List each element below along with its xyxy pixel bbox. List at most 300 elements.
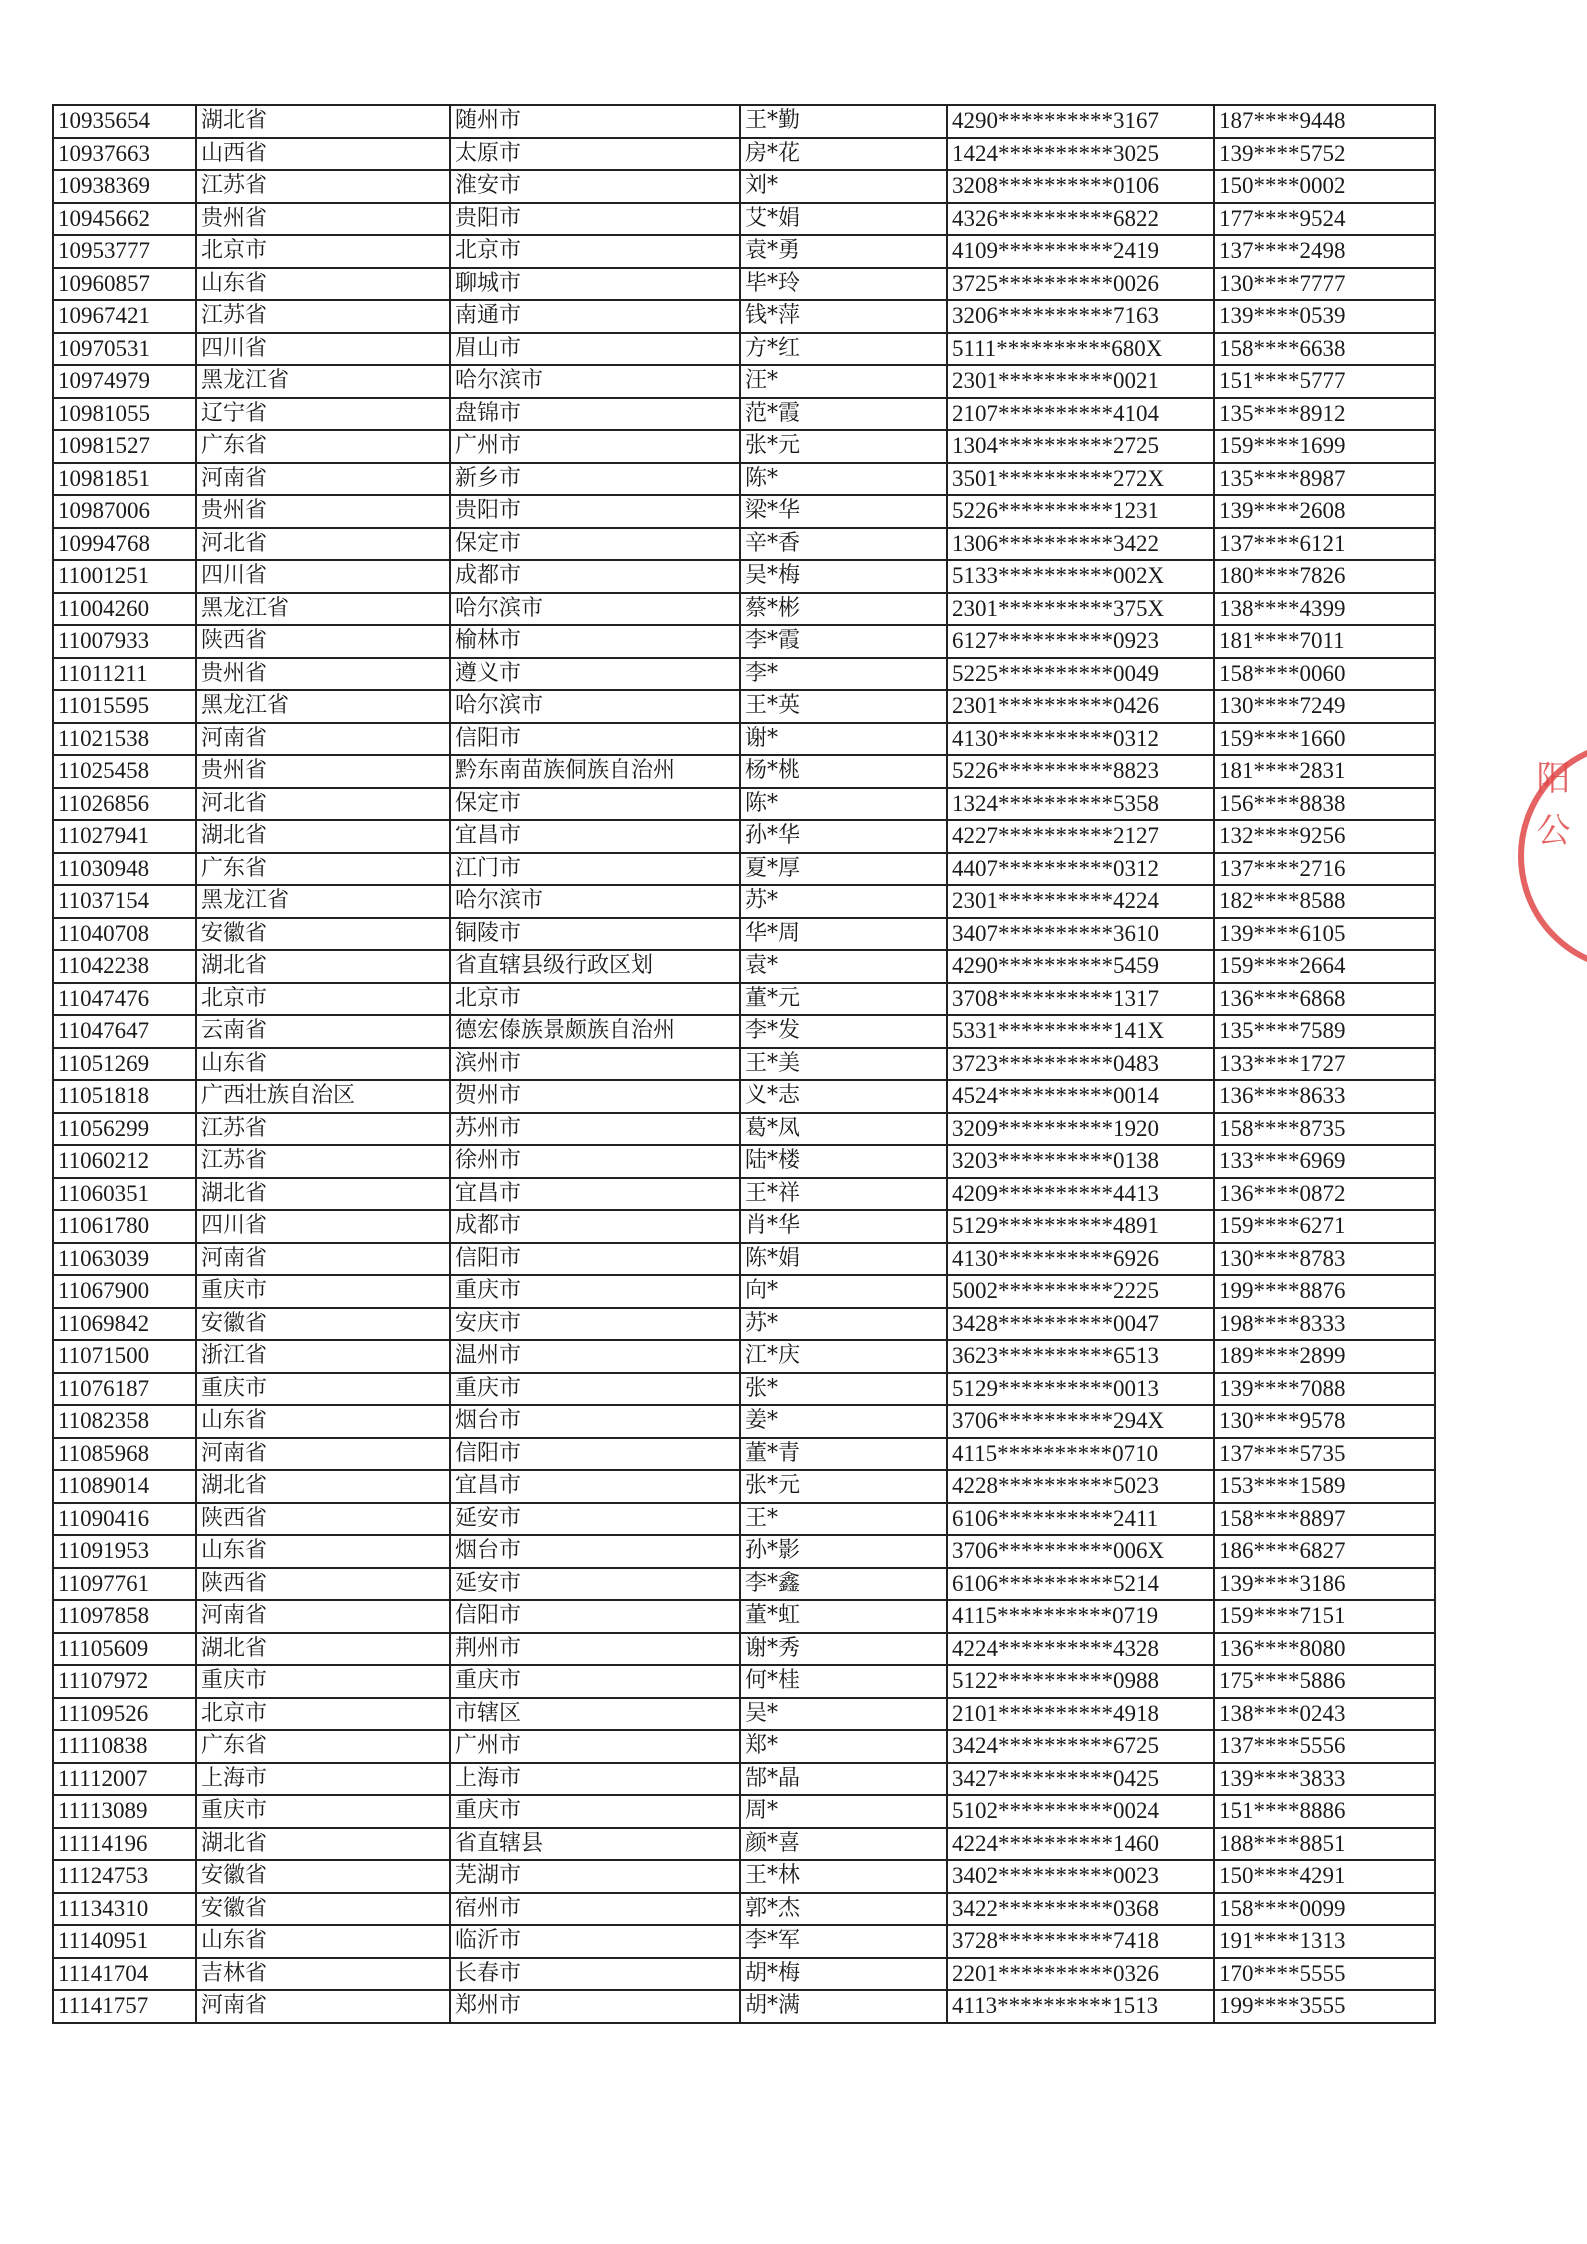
phone-cell: 189****2899 <box>1214 1340 1435 1373</box>
table-row <box>53 398 1435 431</box>
name-cell: 袁* <box>740 950 947 983</box>
table-row <box>53 105 1435 138</box>
name-cell: 郑* <box>740 1730 947 1763</box>
record-id-cell: 10970531 <box>53 333 196 366</box>
record-id-cell: 11060351 <box>53 1178 196 1211</box>
city-cell: 市辖区 <box>450 1698 740 1731</box>
phone-cell: 137****2498 <box>1214 235 1435 268</box>
city-cell: 信阳市 <box>450 723 740 756</box>
city-cell: 延安市 <box>450 1568 740 1601</box>
id-number-cell: 4130**********6926 <box>947 1243 1214 1276</box>
name-cell: 王* <box>740 1503 947 1536</box>
phone-cell: 130****7777 <box>1214 268 1435 301</box>
name-cell: 辛*香 <box>740 528 947 561</box>
city-cell: 广州市 <box>450 1730 740 1763</box>
record-id-cell: 11007933 <box>53 625 196 658</box>
name-cell: 陆*楼 <box>740 1145 947 1178</box>
province-cell: 河南省 <box>196 1600 450 1633</box>
phone-cell: 188****8851 <box>1214 1828 1435 1861</box>
phone-cell: 181****2831 <box>1214 755 1435 788</box>
phone-cell: 139****3833 <box>1214 1763 1435 1796</box>
phone-cell: 199****8876 <box>1214 1275 1435 1308</box>
record-id-cell: 11141757 <box>53 1990 196 2023</box>
table-row <box>53 300 1435 333</box>
id-number-cell: 4326**********6822 <box>947 203 1214 236</box>
city-cell: 淮安市 <box>450 170 740 203</box>
city-cell: 成都市 <box>450 1210 740 1243</box>
city-cell: 烟台市 <box>450 1535 740 1568</box>
province-cell: 四川省 <box>196 1210 450 1243</box>
id-number-cell: 6106**********5214 <box>947 1568 1214 1601</box>
province-cell: 河南省 <box>196 723 450 756</box>
province-cell: 江苏省 <box>196 170 450 203</box>
table-row <box>53 820 1435 853</box>
name-cell: 何*桂 <box>740 1665 947 1698</box>
id-number-cell: 2301**********0426 <box>947 690 1214 723</box>
name-cell: 梁*华 <box>740 495 947 528</box>
province-cell: 广东省 <box>196 853 450 886</box>
province-cell: 广西壮族自治区 <box>196 1080 450 1113</box>
record-id-cell: 11026856 <box>53 788 196 821</box>
province-cell: 重庆市 <box>196 1275 450 1308</box>
id-number-cell: 3402**********0023 <box>947 1860 1214 1893</box>
table-row <box>53 1990 1435 2023</box>
phone-cell: 136****8080 <box>1214 1633 1435 1666</box>
name-cell: 钱*萍 <box>740 300 947 333</box>
table-row <box>53 528 1435 561</box>
record-id-cell: 11114196 <box>53 1828 196 1861</box>
id-number-cell: 4113**********1513 <box>947 1990 1214 2023</box>
phone-cell: 198****8333 <box>1214 1308 1435 1341</box>
city-cell: 长春市 <box>450 1958 740 1991</box>
city-cell: 徐州市 <box>450 1145 740 1178</box>
name-cell: 范*霞 <box>740 398 947 431</box>
name-cell: 毕*玲 <box>740 268 947 301</box>
record-id-cell: 11011211 <box>53 658 196 691</box>
record-id-cell: 11069842 <box>53 1308 196 1341</box>
id-number-cell: 5102**********0024 <box>947 1795 1214 1828</box>
province-cell: 黑龙江省 <box>196 690 450 723</box>
name-cell: 陈* <box>740 788 947 821</box>
table-row <box>53 950 1435 983</box>
province-cell: 山东省 <box>196 1405 450 1438</box>
id-number-cell: 5002**********2225 <box>947 1275 1214 1308</box>
table-row <box>53 170 1435 203</box>
phone-cell: 137****2716 <box>1214 853 1435 886</box>
phone-cell: 130****9578 <box>1214 1405 1435 1438</box>
record-id-cell: 11082358 <box>53 1405 196 1438</box>
record-id-cell: 11051818 <box>53 1080 196 1113</box>
city-cell: 宿州市 <box>450 1893 740 1926</box>
phone-cell: 139****3186 <box>1214 1568 1435 1601</box>
province-cell: 黑龙江省 <box>196 885 450 918</box>
name-cell: 董*青 <box>740 1438 947 1471</box>
city-cell: 哈尔滨市 <box>450 365 740 398</box>
province-cell: 北京市 <box>196 983 450 1016</box>
province-cell: 浙江省 <box>196 1340 450 1373</box>
table-row <box>53 430 1435 463</box>
name-cell: 张* <box>740 1373 947 1406</box>
phone-cell: 186****6827 <box>1214 1535 1435 1568</box>
phone-cell: 159****1699 <box>1214 430 1435 463</box>
table-row <box>53 1633 1435 1666</box>
province-cell: 河南省 <box>196 1438 450 1471</box>
province-cell: 河南省 <box>196 463 450 496</box>
province-cell: 山东省 <box>196 1535 450 1568</box>
phone-cell: 135****8912 <box>1214 398 1435 431</box>
record-id-cell: 11097858 <box>53 1600 196 1633</box>
id-number-cell: 4290**********5459 <box>947 950 1214 983</box>
phone-cell: 187****9448 <box>1214 105 1435 138</box>
city-cell: 保定市 <box>450 788 740 821</box>
province-cell: 安徽省 <box>196 918 450 951</box>
city-cell: 广州市 <box>450 430 740 463</box>
city-cell: 信阳市 <box>450 1600 740 1633</box>
table-row <box>53 625 1435 658</box>
id-number-cell: 3706**********006X <box>947 1535 1214 1568</box>
id-number-cell: 4115**********0710 <box>947 1438 1214 1471</box>
phone-cell: 156****8838 <box>1214 788 1435 821</box>
table-row <box>53 1048 1435 1081</box>
id-number-cell: 5111**********680X <box>947 333 1214 366</box>
name-cell: 华*周 <box>740 918 947 951</box>
table-row <box>53 235 1435 268</box>
record-id-cell: 10967421 <box>53 300 196 333</box>
city-cell: 滨州市 <box>450 1048 740 1081</box>
province-cell: 贵州省 <box>196 203 450 236</box>
id-number-cell: 4130**********0312 <box>947 723 1214 756</box>
phone-cell: 132****9256 <box>1214 820 1435 853</box>
phone-cell: 170****5555 <box>1214 1958 1435 1991</box>
phone-cell: 151****5777 <box>1214 365 1435 398</box>
id-number-cell: 4209**********4413 <box>947 1178 1214 1211</box>
city-cell: 哈尔滨市 <box>450 690 740 723</box>
table-row <box>53 463 1435 496</box>
name-cell: 苏* <box>740 885 947 918</box>
phone-cell: 182****8588 <box>1214 885 1435 918</box>
record-id-cell: 11061780 <box>53 1210 196 1243</box>
table-row <box>53 983 1435 1016</box>
name-cell: 陈*娟 <box>740 1243 947 1276</box>
table-row <box>53 333 1435 366</box>
record-id-cell: 11027941 <box>53 820 196 853</box>
name-cell: 郜*晶 <box>740 1763 947 1796</box>
id-number-cell: 5226**********8823 <box>947 755 1214 788</box>
city-cell: 临沂市 <box>450 1925 740 1958</box>
province-cell: 云南省 <box>196 1015 450 1048</box>
province-cell: 陕西省 <box>196 1568 450 1601</box>
province-cell: 黑龙江省 <box>196 365 450 398</box>
name-cell: 江*庆 <box>740 1340 947 1373</box>
id-number-cell: 5133**********002X <box>947 560 1214 593</box>
province-cell: 江苏省 <box>196 1113 450 1146</box>
id-number-cell: 2101**********4918 <box>947 1698 1214 1731</box>
id-number-cell: 4224**********4328 <box>947 1633 1214 1666</box>
name-cell: 李*鑫 <box>740 1568 947 1601</box>
table-row <box>53 138 1435 171</box>
name-cell: 刘* <box>740 170 947 203</box>
record-id-cell: 10994768 <box>53 528 196 561</box>
record-id-cell: 11042238 <box>53 950 196 983</box>
record-id-cell: 11105609 <box>53 1633 196 1666</box>
phone-cell: 137****5556 <box>1214 1730 1435 1763</box>
phone-cell: 158****8897 <box>1214 1503 1435 1536</box>
id-number-cell: 4407**********0312 <box>947 853 1214 886</box>
phone-cell: 133****6969 <box>1214 1145 1435 1178</box>
id-number-cell: 4224**********1460 <box>947 1828 1214 1861</box>
province-cell: 安徽省 <box>196 1893 450 1926</box>
table-row <box>53 1795 1435 1828</box>
table-row <box>53 1308 1435 1341</box>
record-id-cell: 10945662 <box>53 203 196 236</box>
province-cell: 广东省 <box>196 430 450 463</box>
province-cell: 贵州省 <box>196 658 450 691</box>
phone-cell: 136****8633 <box>1214 1080 1435 1113</box>
table-row <box>53 1015 1435 1048</box>
table-row <box>53 918 1435 951</box>
name-cell: 蔡*彬 <box>740 593 947 626</box>
table-row <box>53 1145 1435 1178</box>
province-cell: 重庆市 <box>196 1373 450 1406</box>
record-id-cell: 10981851 <box>53 463 196 496</box>
name-cell: 李*发 <box>740 1015 947 1048</box>
city-cell: 北京市 <box>450 235 740 268</box>
phone-cell: 158****0099 <box>1214 1893 1435 1926</box>
phone-cell: 139****7088 <box>1214 1373 1435 1406</box>
province-cell: 陕西省 <box>196 1503 450 1536</box>
phone-cell: 159****7151 <box>1214 1600 1435 1633</box>
city-cell: 新乡市 <box>450 463 740 496</box>
phone-cell: 133****1727 <box>1214 1048 1435 1081</box>
city-cell: 南通市 <box>450 300 740 333</box>
city-cell: 宜昌市 <box>450 820 740 853</box>
city-cell: 太原市 <box>450 138 740 171</box>
id-number-cell: 2301**********4224 <box>947 885 1214 918</box>
phone-cell: 158****6638 <box>1214 333 1435 366</box>
table-row <box>53 1828 1435 1861</box>
record-id-cell: 10987006 <box>53 495 196 528</box>
record-id-cell: 11089014 <box>53 1470 196 1503</box>
province-cell: 河北省 <box>196 528 450 561</box>
name-cell: 王*英 <box>740 690 947 723</box>
city-cell: 苏州市 <box>450 1113 740 1146</box>
phone-cell: 136****0872 <box>1214 1178 1435 1211</box>
name-cell: 张*元 <box>740 430 947 463</box>
city-cell: 重庆市 <box>450 1665 740 1698</box>
name-cell: 吴*梅 <box>740 560 947 593</box>
table-row <box>53 1178 1435 1211</box>
id-number-cell: 3407**********3610 <box>947 918 1214 951</box>
phone-cell: 177****9524 <box>1214 203 1435 236</box>
name-cell: 王*祥 <box>740 1178 947 1211</box>
phone-cell: 138****0243 <box>1214 1698 1435 1731</box>
name-cell: 肖*华 <box>740 1210 947 1243</box>
id-number-cell: 5129**********0013 <box>947 1373 1214 1406</box>
id-number-cell: 1324**********5358 <box>947 788 1214 821</box>
phone-cell: 150****4291 <box>1214 1860 1435 1893</box>
name-cell: 谢*秀 <box>740 1633 947 1666</box>
record-id-cell: 11141704 <box>53 1958 196 1991</box>
table-row <box>53 853 1435 886</box>
phone-cell: 181****7011 <box>1214 625 1435 658</box>
record-id-cell: 10938369 <box>53 170 196 203</box>
id-number-cell: 3422**********0368 <box>947 1893 1214 1926</box>
city-cell: 黔东南苗族侗族自治州 <box>450 755 740 788</box>
record-id-cell: 11030948 <box>53 853 196 886</box>
name-cell: 吴* <box>740 1698 947 1731</box>
province-cell: 辽宁省 <box>196 398 450 431</box>
record-id-cell: 11124753 <box>53 1860 196 1893</box>
city-cell: 重庆市 <box>450 1795 740 1828</box>
record-id-cell: 11140951 <box>53 1925 196 1958</box>
city-cell: 延安市 <box>450 1503 740 1536</box>
name-cell: 葛*凤 <box>740 1113 947 1146</box>
name-cell: 杨*桃 <box>740 755 947 788</box>
id-number-cell: 3728**********7418 <box>947 1925 1214 1958</box>
table-row <box>53 1340 1435 1373</box>
name-cell: 李*霞 <box>740 625 947 658</box>
phone-cell: 150****0002 <box>1214 170 1435 203</box>
phone-cell: 191****1313 <box>1214 1925 1435 1958</box>
name-cell: 艾*娟 <box>740 203 947 236</box>
table-row <box>53 1925 1435 1958</box>
name-cell: 陈* <box>740 463 947 496</box>
record-id-cell: 11040708 <box>53 918 196 951</box>
city-cell: 保定市 <box>450 528 740 561</box>
id-number-cell: 2301**********375X <box>947 593 1214 626</box>
id-number-cell: 2201**********0326 <box>947 1958 1214 1991</box>
city-cell: 北京市 <box>450 983 740 1016</box>
name-cell: 夏*厚 <box>740 853 947 886</box>
phone-cell: 138****4399 <box>1214 593 1435 626</box>
record-id-cell: 11113089 <box>53 1795 196 1828</box>
province-cell: 四川省 <box>196 560 450 593</box>
record-id-cell: 11085968 <box>53 1438 196 1471</box>
record-id-cell: 11021538 <box>53 723 196 756</box>
name-cell: 苏* <box>740 1308 947 1341</box>
id-number-cell: 3424**********6725 <box>947 1730 1214 1763</box>
name-cell: 方*红 <box>740 333 947 366</box>
city-cell: 郑州市 <box>450 1990 740 2023</box>
city-cell: 哈尔滨市 <box>450 593 740 626</box>
name-cell: 张*元 <box>740 1470 947 1503</box>
province-cell: 湖北省 <box>196 1470 450 1503</box>
province-cell: 湖北省 <box>196 820 450 853</box>
record-id-cell: 11109526 <box>53 1698 196 1731</box>
id-number-cell: 3208**********0106 <box>947 170 1214 203</box>
table-row <box>53 1665 1435 1698</box>
province-cell: 河南省 <box>196 1990 450 2023</box>
name-cell: 袁*勇 <box>740 235 947 268</box>
table-row <box>53 1470 1435 1503</box>
table-row <box>53 885 1435 918</box>
city-cell: 荆州市 <box>450 1633 740 1666</box>
phone-cell: 159****6271 <box>1214 1210 1435 1243</box>
name-cell: 孙*华 <box>740 820 947 853</box>
id-number-cell: 1304**********2725 <box>947 430 1214 463</box>
phone-cell: 139****2608 <box>1214 495 1435 528</box>
phone-cell: 139****6105 <box>1214 918 1435 951</box>
city-cell: 贺州市 <box>450 1080 740 1113</box>
city-cell: 遵义市 <box>450 658 740 691</box>
name-cell: 孙*影 <box>740 1535 947 1568</box>
table-row <box>53 1535 1435 1568</box>
province-cell: 山东省 <box>196 1925 450 1958</box>
record-id-cell: 11001251 <box>53 560 196 593</box>
table-body <box>53 105 1435 2023</box>
table-row <box>53 1503 1435 1536</box>
phone-cell: 130****8783 <box>1214 1243 1435 1276</box>
city-cell: 芜湖市 <box>450 1860 740 1893</box>
table-row <box>53 1860 1435 1893</box>
name-cell: 汪* <box>740 365 947 398</box>
record-id-cell: 11134310 <box>53 1893 196 1926</box>
province-cell: 北京市 <box>196 1698 450 1731</box>
phone-cell: 199****3555 <box>1214 1990 1435 2023</box>
name-cell: 姜* <box>740 1405 947 1438</box>
record-id-cell: 10974979 <box>53 365 196 398</box>
table-row <box>53 788 1435 821</box>
record-id-cell: 10981527 <box>53 430 196 463</box>
record-id-cell: 11025458 <box>53 755 196 788</box>
records-table <box>52 104 1436 2024</box>
name-cell: 王*美 <box>740 1048 947 1081</box>
table-row <box>53 365 1435 398</box>
province-cell: 山东省 <box>196 268 450 301</box>
id-number-cell: 5331**********141X <box>947 1015 1214 1048</box>
phone-cell: 180****7826 <box>1214 560 1435 593</box>
table-row <box>53 1243 1435 1276</box>
phone-cell: 130****7249 <box>1214 690 1435 723</box>
id-number-cell: 3501**********272X <box>947 463 1214 496</box>
id-number-cell: 2301**********0021 <box>947 365 1214 398</box>
province-cell: 安徽省 <box>196 1308 450 1341</box>
table-row <box>53 1568 1435 1601</box>
table-row <box>53 1893 1435 1926</box>
province-cell: 重庆市 <box>196 1665 450 1698</box>
province-cell: 江苏省 <box>196 300 450 333</box>
city-cell: 上海市 <box>450 1763 740 1796</box>
table-row <box>53 203 1435 236</box>
record-id-cell: 11060212 <box>53 1145 196 1178</box>
record-id-cell: 11047647 <box>53 1015 196 1048</box>
name-cell: 李* <box>740 658 947 691</box>
phone-cell: 175****5886 <box>1214 1665 1435 1698</box>
record-id-cell: 11090416 <box>53 1503 196 1536</box>
record-id-cell: 11037154 <box>53 885 196 918</box>
id-number-cell: 1424**********3025 <box>947 138 1214 171</box>
phone-cell: 137****5735 <box>1214 1438 1435 1471</box>
record-id-cell: 11051269 <box>53 1048 196 1081</box>
province-cell: 湖北省 <box>196 105 450 138</box>
id-number-cell: 3725**********0026 <box>947 268 1214 301</box>
city-cell: 榆林市 <box>450 625 740 658</box>
phone-cell: 158****0060 <box>1214 658 1435 691</box>
phone-cell: 136****6868 <box>1214 983 1435 1016</box>
record-id-cell: 10935654 <box>53 105 196 138</box>
city-cell: 温州市 <box>450 1340 740 1373</box>
id-number-cell: 3708**********1317 <box>947 983 1214 1016</box>
city-cell: 信阳市 <box>450 1438 740 1471</box>
city-cell: 省直辖县 <box>450 1828 740 1861</box>
name-cell: 谢* <box>740 723 947 756</box>
id-number-cell: 5226**********1231 <box>947 495 1214 528</box>
province-cell: 河南省 <box>196 1243 450 1276</box>
table-row <box>53 1958 1435 1991</box>
table-row <box>53 1405 1435 1438</box>
record-id-cell: 10953777 <box>53 235 196 268</box>
city-cell: 贵阳市 <box>450 495 740 528</box>
